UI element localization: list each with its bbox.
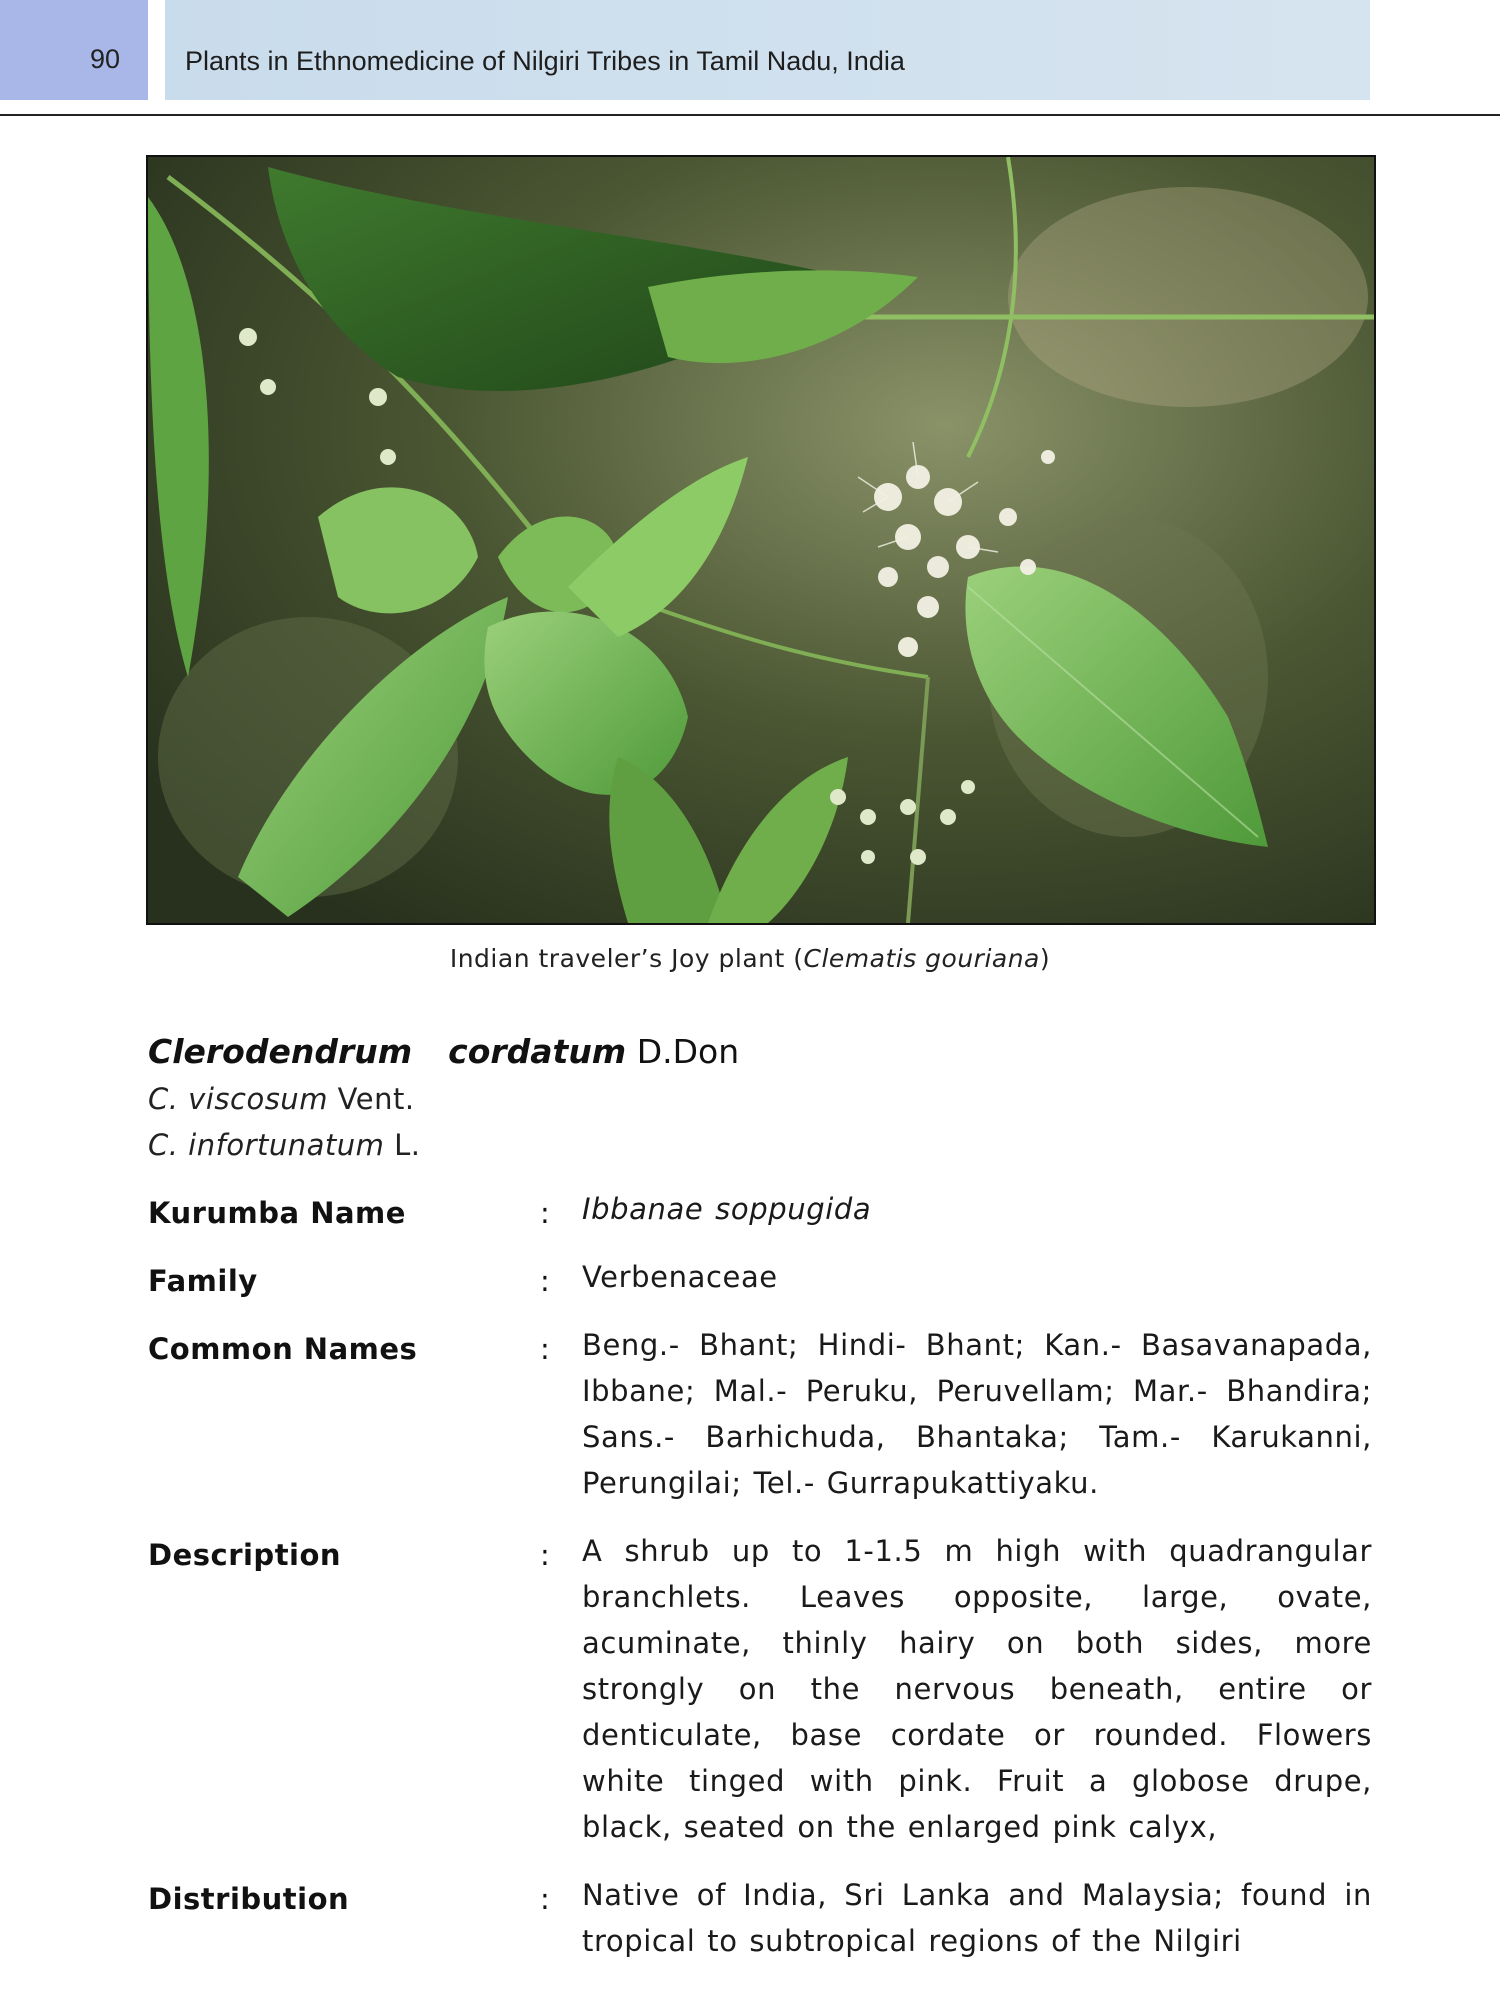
- species-genus: Clerodendrum: [148, 1032, 413, 1071]
- description-label: Description: [148, 1538, 342, 1572]
- plant-photo: [146, 155, 1376, 925]
- running-title: Plants in Ethnomedicine of Nilgiri Tribes in Tamil Nadu, India: [185, 46, 905, 76]
- colon: :: [540, 1882, 550, 1916]
- synonym-name: C. infortunatum: [148, 1128, 385, 1162]
- distribution-value: Native of India, Sri Lanka and Malaysia; found in tropical to subtropical regions of the Nilgiri: [582, 1878, 1372, 1958]
- colon: :: [540, 1196, 550, 1230]
- distribution-label: Distribution: [148, 1882, 350, 1916]
- plant-photo-illustration: [148, 157, 1374, 923]
- caption-close: ): [1039, 944, 1051, 973]
- synonym-1: [148, 1082, 415, 1116]
- common-names-label: Common Names: [148, 1332, 418, 1366]
- photo-caption: [0, 944, 1500, 973]
- family-label: Family: [148, 1264, 258, 1298]
- colon: :: [540, 1332, 550, 1366]
- common-names-value: Beng.- Bhant; Hindi- Bhant; Kan.- Basavanapada, Ibbane; Mal.- Peruku, Peruvellam; Mar.- Bhandira; Sans.- Barhichuda, Bhantaka; Tam.- Karukanni, Perungilai; Tel.- Gurrapukattiyaku.: [582, 1328, 1372, 1500]
- species-heading: [148, 1032, 739, 1071]
- synonym-2: [148, 1128, 421, 1162]
- synonym-author: L.: [394, 1128, 421, 1162]
- species-author: D.Don: [636, 1032, 740, 1071]
- header-rule: [0, 114, 1500, 116]
- synonym-name: C. viscosum: [148, 1082, 328, 1116]
- kurumba-name-value: Ibbanae soppugida: [582, 1192, 872, 1226]
- caption-species: Clematis gouriana: [803, 944, 1040, 973]
- colon: :: [540, 1538, 550, 1572]
- synonym-author: Vent.: [337, 1082, 415, 1116]
- page-number: 90: [90, 44, 121, 74]
- page-header: [0, 0, 1500, 118]
- kurumba-name-label: Kurumba Name: [148, 1196, 406, 1230]
- caption-text: Indian traveler’s Joy plant (: [449, 944, 804, 973]
- colon: :: [540, 1264, 550, 1298]
- family-value: Verbenaceae: [582, 1260, 778, 1294]
- species-epithet: cordatum: [448, 1032, 627, 1071]
- page-number-box: [0, 0, 148, 100]
- description-value: A shrub up to 1-1.5 m high with quadrangular branchlets. Leaves opposite, large, ovate, acuminate, thinly hairy on both sides, more strongly on the nervous beneath, entire or denticulate, base cordate or rounded. Flowers white tinged with pink. Fruit a globose drupe, black, seated on the enlarged pink calyx,: [582, 1534, 1372, 1844]
